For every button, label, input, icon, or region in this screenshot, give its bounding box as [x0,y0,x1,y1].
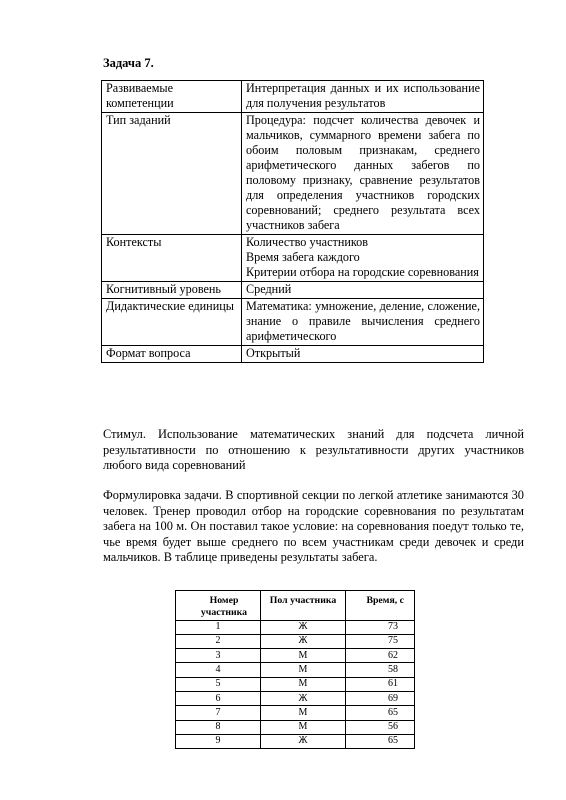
cell-number: 5 [176,677,261,691]
row-value: Средний [242,282,484,299]
cell-number: 6 [176,692,261,706]
cell-gender: Ж [261,634,346,648]
header-number: Номер участника [176,591,261,621]
context-line: Время забега каждого [246,250,360,264]
row-value: Математика: умножение, деление, сложение, знание о правиле вычисления среднего арифметического [242,299,484,346]
cell-gender: М [261,720,346,734]
task-title: Задача 7. [103,56,154,70]
cell-number: 1 [176,620,261,634]
row-value: Процедура: подсчет количества девочек и мальчиков, суммарного времени забега по обоим половым признакам, среднего арифметического данных забегов по половому признаку, сравнение результатов для определения участников городских соревнований; среднего результата всех участников забега [242,113,484,235]
row-key: Развиваемые компетенции [102,81,242,113]
row-value: Открытый [242,346,484,363]
results-header-row [176,591,415,621]
table-row [102,346,484,363]
cell-time: 69 [346,692,415,706]
cell-gender: М [261,663,346,677]
stimulus-paragraph: Стимул. Использование математических знаний для подсчета личной результативности по отношению к результативности других участников любого вида соревнований [103,427,524,473]
formulation-paragraph: Формулировка задачи. В спортивной секции по легкой атлетике занимаются 30 человек. Тренер проводил отбор на городские соревнования по результатам забега на 100 м. Он поставил такое условие: на соревнования поедут только те, чье время будет выше среднего по всем участникам среди девочек и среди мальчиков. В таблице приведены результаты забега. [103,488,524,565]
cell-gender: М [261,649,346,663]
row-value: Интерпретация данных и их использование для получения результатов [242,81,484,113]
cell-number: 8 [176,720,261,734]
row-key: Формат вопроса [102,346,242,363]
table-row [102,282,484,299]
cell-gender: М [261,706,346,720]
cell-time: 65 [346,706,415,720]
table-row [176,720,415,734]
cell-number: 7 [176,706,261,720]
row-key: Тип заданий [102,113,242,235]
cell-number: 4 [176,663,261,677]
cell-time: 73 [346,620,415,634]
cell-gender: Ж [261,692,346,706]
table-row [102,299,484,346]
cell-time: 65 [346,734,415,748]
table-row [102,81,484,113]
row-key: Когнитивный уровень [102,282,242,299]
row-key: Контексты [102,235,242,282]
header-gender: Пол участника [261,591,346,621]
cell-time: 56 [346,720,415,734]
cell-gender: Ж [261,734,346,748]
header-time: Время, с [346,591,415,621]
table-row [176,649,415,663]
table-row [176,734,415,748]
cell-time: 61 [346,677,415,691]
table-row [176,634,415,648]
table-row [176,620,415,634]
cell-number: 9 [176,734,261,748]
cell-number: 2 [176,634,261,648]
cell-time: 62 [346,649,415,663]
results-table [175,590,415,749]
cell-time: 75 [346,634,415,648]
row-value [242,235,484,282]
context-line: Количество участников [246,235,369,249]
context-line: Критерии отбора на городские соревнования [246,265,479,279]
table-row [102,113,484,235]
table-row [102,235,484,282]
table-row [176,706,415,720]
cell-time: 58 [346,663,415,677]
table-row [176,692,415,706]
cell-number: 3 [176,649,261,663]
table-row [176,677,415,691]
cell-gender: М [261,677,346,691]
competency-table [101,80,484,363]
row-key: Дидактические единицы [102,299,242,346]
cell-gender: Ж [261,620,346,634]
table-row [176,663,415,677]
